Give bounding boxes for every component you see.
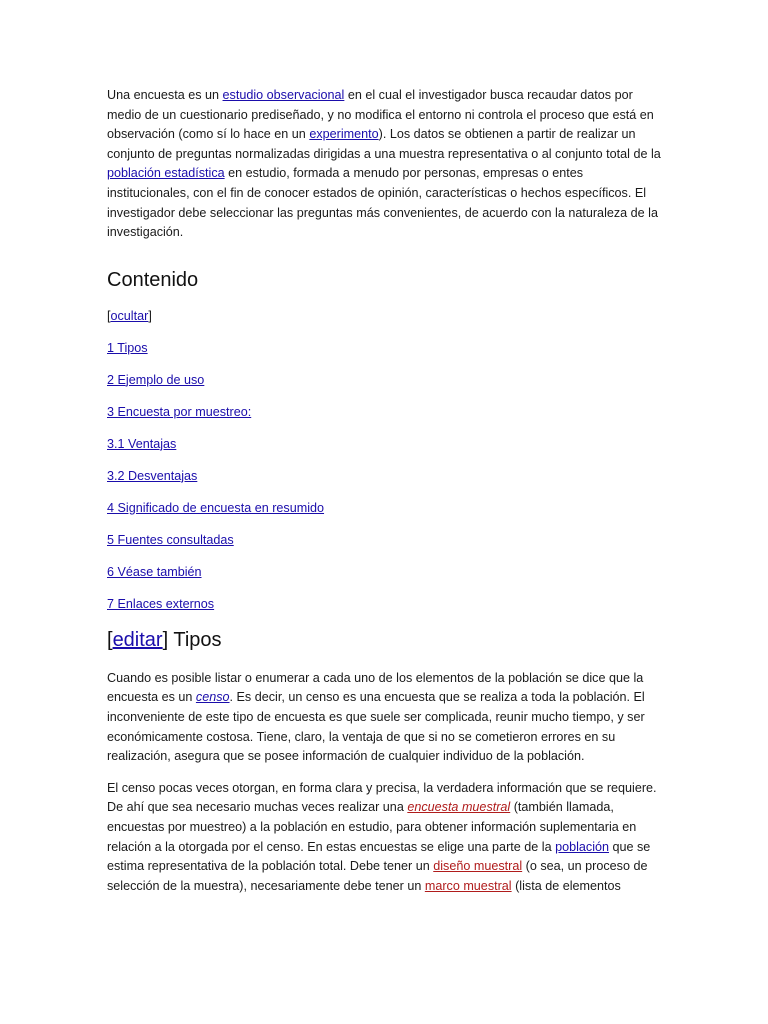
section-title: Tipos [168,628,222,651]
intro-paragraph [107,86,663,243]
intro-text-4: en estudio, formada a menudo por personas, empresas o entes institucionales, con el fin de conocer estados de opinión, características o hechos específicos. El investigador debe seleccionar las preguntas más convenientes, de acuerdo con la naturaleza de la investigación. [107,166,658,240]
intro-text-3: ). Los datos se obtienen a partir de realizar un conjunto de preguntas normalizadas dirigidas a una muestra representativa o al conjunto total de la [107,127,661,161]
intro-text-2: en el cual el investigador busca recaudar datos por medio de un cuestionario prediseñado, y no modifica el entorno ni controla el proceso que está en observación (como sí lo hace en un [107,88,654,142]
toc-link-significado[interactable]: 4 Significado de encuesta en resumido [107,500,325,515]
toc-link-tipos[interactable]: 1 Tipos [107,340,148,355]
toc-bracket-open: [ [107,308,111,323]
toc-link-fuentes[interactable]: 5 Fuentes consultadas [107,532,234,547]
document-page [107,86,663,896]
toc-item-enlaces-externos [107,595,663,614]
toc-hide-link[interactable]: ocultar [110,308,149,323]
toc-link-enlaces-externos[interactable]: 7 Enlaces externos [107,596,215,611]
p2-text-1: El censo pocas veces otorgan, en forma clara y precisa, la verdadera información que se requiere. De ahí que sea necesario muchas veces realizar una [107,780,657,815]
p2-text-2: (también llamada, [510,800,614,815]
toc-heading: Contenido [107,268,199,291]
p1-text-2: . Es decir, un censo es una encuesta que se realiza a toda la población. El inconveniente de este tipo de encuesta es que suele ser complicada, reunir mucho tiempo, y ser económicamente costosa. Tiene, claro, la ventaja de que si no se cometieron errores en su realización, asegura que se posee información de cualquier individuo de la población. [107,690,645,764]
toc-item-ejemplo-de-uso [107,371,663,390]
p2-text-3: ) a la población en estudio, para obtener información suplementaria en relación a la otorgada por el censo. En estas encuestas se elige una parte de la [107,819,637,854]
p2-text-encuestas-por-muestreo: encuestas por muestreo [107,819,243,834]
section-heading-tipos [107,627,663,653]
toc-link-desventajas[interactable]: 3.2 Desventajas [107,468,198,483]
intro-text-1: Una encuesta es un [107,88,223,102]
link-encuesta-muestral[interactable]: encuesta muestral [407,800,511,815]
toc-link-vease-tambien[interactable]: 6 Véase también [107,564,202,579]
toc-item-fuentes [107,531,663,550]
toc-hide-toggle [107,307,663,326]
toc-bracket-close: ] [148,308,152,323]
link-estudio-observacional[interactable]: estudio observacional [222,88,345,102]
p2-text-6: (lista de elementos [511,878,621,893]
link-experimento[interactable]: experimento [309,127,379,142]
toc-link-ejemplo-de-uso[interactable]: 2 Ejemplo de uso [107,372,205,387]
toc-item-desventajas [107,467,663,486]
toc-item-encuesta-por-muestreo [107,403,663,422]
toc-item-vease-tambien [107,563,663,582]
section-bracket-close: ] [162,628,169,651]
link-diseno-muestral[interactable]: diseño muestral [433,859,523,874]
toc-link-encuesta-por-muestreo[interactable]: 3 Encuesta por muestreo: [107,404,252,419]
edit-section-link[interactable]: editar [112,628,163,651]
section-bracket-open: [ [107,628,113,651]
p1-text-1: Cuando es posible listar o enumerar a cada uno de los elementos de la población se dice que la encuesta es un [107,670,644,705]
link-poblacion[interactable]: población [555,839,609,854]
p2-text-4: que se estima representativa de la población total. Debe tener un [107,839,651,874]
p2-text-5: (o sea, un proceso de selección de la muestra), necesariamente debe tener un [107,859,648,893]
link-marco-muestral[interactable]: marco muestral [424,878,512,893]
toc-link-ventajas[interactable]: 3.1 Ventajas [107,436,177,451]
section-paragraph-1 [107,669,663,767]
toc-item-ventajas [107,435,663,454]
link-poblacion-estadistica[interactable]: población estadística [107,166,225,181]
toc-item-significado [107,499,663,518]
section-paragraph-2 [107,779,663,897]
link-censo[interactable]: censo [195,690,230,705]
toc-item-tipos [107,339,663,358]
